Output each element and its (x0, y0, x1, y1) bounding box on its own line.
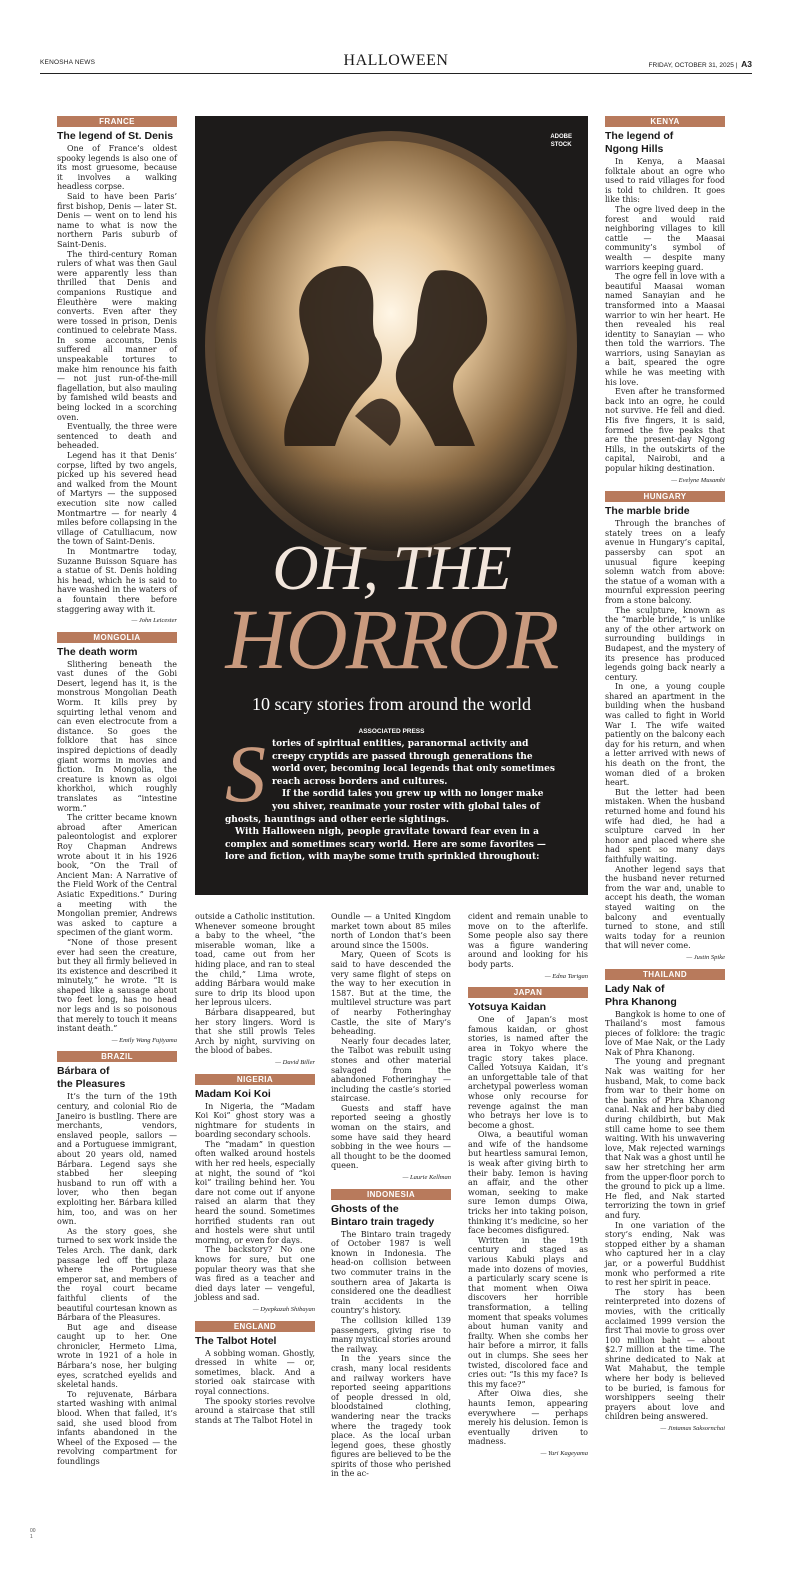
paragraph: The critter became known abroad after American paleontologist and explorer Roy Chapman Andrews wrote about it in his 1926 book, “On the Trail of Ancient Man: A Narrative of the Field Work of the Central Asiatic Expeditions.” During a meeting with the Mongolian premier, Andrews was asked to capture a specimen of the giant worm. (57, 813, 177, 938)
paragraph: The story has been reinterpreted into dozens of movies, with the critically acclaimed 1999 version the first Thai movie to gross over 100 million baht — about $2.7 million at the time. The shrine dedicated to Nak at Wat Mahabut, the temple where her body is believed to be buried, is famous for worshippers seeing their prayers about love and children being answered. (605, 1287, 725, 1422)
headline-hungary: The marble bride (605, 505, 690, 518)
story-body-brazil (57, 1092, 177, 1466)
intro-paragraph: With Halloween nigh, people gravitate toward fear even in a complex and sometimes scary world. Here are some favorites — lore and fiction, with maybe some truth sprinkled throughout: (225, 827, 546, 863)
headline-mongolia: The death worm (57, 645, 138, 658)
hero-byline: ASSOCIATED PRESS (358, 728, 425, 735)
paragraph: The third-century Roman rulers of what was then Gaul were apparently less than thrilled that Denis and companions Rustique and Éleuthère were making converts. Even after they were tossed in prison, Denis continued to celebrate Mass. In some accounts, Denis suffered all manner of unspeakable tortures to make him renounce his faith — not just run-of-the-mill flagellation, but also mauling by famished wild beasts and being locked in a scorching oven. (57, 249, 177, 422)
headline-japan: Yotsuya Kaidan (468, 1001, 546, 1014)
column-3 (331, 912, 451, 1479)
byline-france: — John Leicester (131, 617, 177, 625)
paragraph: Bangkok is home to one of Thailand’s most famous pieces of folklore: the tragic love of Mae Nak, or the Lady Nak of Phra Khanong. (605, 1009, 725, 1057)
byline-nigeria: — Dyepkazah Shibayan (252, 1305, 315, 1313)
paragraph: But age and disease caught up to her. One chronicler, Hermeto Lima, wrote in 1921 of a hole in Bárbara’s nose, her bulging eyes, scratched eyelids and skeletal hands. (57, 1322, 177, 1390)
kicker-indonesia: INDONESIA (331, 1189, 451, 1200)
column-5 (605, 116, 725, 1440)
paragraph: Even after he transformed back into an ogre, he could not survive. He fell and died. His five fingers, it is said, formed the five peaks that are the present-day Ngong Hills, in the outskirts of the capital, Nairobi, and a popular hiking destination. (605, 387, 725, 473)
paragraph: One of Japan’s most famous kaidan, or ghost stories, is named after the area in Tokyo where the tragic story takes place. Called Yotsuya Kaidan, it’s an unforgettable tale of that archetypal powerless woman whose only recourse for revenge against the man who betrays her love is to become a ghost. (468, 1015, 588, 1130)
story-body-thailand (605, 1010, 725, 1423)
kicker-kenya: KENYA (605, 116, 725, 127)
kicker-england: ENGLAND (195, 1321, 315, 1332)
paragraph: The “madam” in question often walked around hostels with her red heels, especially at night, the sound of “koi koi” trailing behind her. You dare not come out if anyone raised an alarm that they heard the sound. Sometimes horrified students ran out and hostels were shut until morning, or even for days. (195, 1139, 315, 1245)
paragraph: In Kenya, a Maasai folktale about an ogre who used to raid villages for food is told to children. It goes like this: (605, 157, 725, 205)
headline-brazil (57, 1065, 177, 1091)
paragraph: The ogre lived deep in the forest and would raid neighboring villages to kill cattle — the Maasai community’s symbol of wealth — despite many warriors keeping guard. (605, 204, 725, 272)
paragraph: The spooky stories revolve around a staircase that still stands at The Talbot Hotel in (195, 1396, 315, 1425)
headline-line: The legend of (605, 130, 674, 142)
story-body-hungary (605, 519, 725, 951)
paragraph: Guests and staff have reported seeing a ghostly woman on the stairs, and some have said they heard sobbing in the wee hours — all thought to be the doomed queen. (331, 1103, 451, 1171)
headline-nigeria: Madam Koi Koi (195, 1087, 271, 1100)
paragraph: “None of those present ever had seen the creature, but they all firmly believed in its existence and described it minutely,” he wrote. “It is shaped like a sausage about two feet long, has no head nor legs and is so poisonous that merely to touch it means instant death.” (57, 937, 177, 1034)
kicker-thailand: THAILAND (605, 969, 725, 980)
headline-france: The legend of St. Denis (57, 130, 174, 142)
story-body-indonesia-continued (468, 912, 588, 970)
credit-line: STOCK (550, 142, 572, 148)
paragraph: Another legend says that the husband never returned from the war and, unable to accept his death, the woman stayed waiting on the balcony and eventually turned to stone, and still waits today for a reunion that will never come. (605, 864, 725, 951)
paragraph: Through the branches of stately trees on a leafy avenue in Hungary’s capital, passersby can spot an unusual figure keeping solemn watch from above: the statue of a woman with a mournful expression peering from a stone balcony. (605, 519, 725, 605)
paragraph: The backstory? No one knows for sure, but one popular theory was that she was fired as a teacher and died days later — vengeful, jobless and sad. (195, 1245, 315, 1303)
headline-line: Phra Khanong (605, 995, 677, 1008)
story-body-england (195, 1349, 315, 1426)
paragraph: In one, a young couple shared an apartment in the building when the husband was called to fight in World War I. The wife waited patiently on the balcony each day for his return, and when a letter arrived with news of his death on the front, the woman died of a broken heart. (605, 682, 725, 788)
intro-paragraph: tories of spiritual entities, paranormal activity and creepy cryptids are passed through generations the world over, becoming local legends that only sometimes reach across borders and cultures. (272, 739, 555, 787)
paragraph: Nearly four decades later, the Talbot was rebuilt using stones and other material salvaged from the abandoned Fotheringhay — including the castle’s storied staircase. (331, 1036, 451, 1104)
kicker-hungary: HUNGARY (605, 491, 725, 502)
paragraph: Eventually, the three were sentenced to death and beheaded. (57, 422, 177, 451)
headline-line: Ghosts of the (331, 1202, 399, 1215)
paragraph: Bárbara disappeared, but her story lingers. Word is that she still prowls Teles Arch by night, surviving on the blood of babes. (195, 1007, 315, 1056)
marker-line: 00 (30, 1528, 36, 1534)
byline-mongolia: — Emily Wang Fujiyama (111, 1036, 177, 1044)
kicker-japan: JAPAN (468, 987, 588, 998)
paragraph: The young and pregnant Nak was waiting for her husband, Mak, to come back from war to their home on the banks of Phra Khanong canal. Nak and her baby died during childbirth, but Mak still came home to see them waiting. With his unwavering love, Mak rejected warnings that Nak was a ghost until he saw her stretching her arm from the upper-floor porch to the ground to pick up a lime. He fled, and Nak started terrorizing the town in grief and fury. (605, 1057, 725, 1220)
byline-kenya: — Evelyne Musambi (671, 476, 725, 484)
paragraph: After Oiwa dies, she haunts Iemon, appearing everywhere — perhaps merely his delusion. Iemon is eventually driven to madness. (468, 1389, 588, 1447)
story-body-indonesia (331, 1230, 451, 1479)
byline-brazil: — David Biller (275, 1058, 315, 1066)
paragraph: In Nigeria, the “Madam Koi Koi” ghost story was a nightmare for students in boarding secondary schools. (195, 1101, 315, 1140)
paragraph: In Montmartre today, Suzanne Buisson Square has a statue of St. Denis holding his head, which he is said to have washed in the waters of a fountain there before staggering away with it. (57, 546, 177, 614)
byline-japan: — Yuri Kageyama (540, 1449, 588, 1457)
paragraph: Written in the 19th century and staged as various Kabuki plays and made into dozens of movies, a particularly scary scene is that moment when Oiwa discovers her horrible transformation, a telling moment that speaks volumes about human vanity and frailty. When she combs her hair before a mirror, it falls out in clumps. She sees her twisted, discolored face and cries out: “Is this my face? Is this my face?” (468, 1235, 588, 1389)
paragraph: To rejuvenate, Bárbara started washing with animal blood. When that failed, it’s said, she used blood from infants abandoned in the Wheel of the Exposed — the revolving compartment for foundlings (57, 1389, 177, 1466)
marker-line: 1 (30, 1534, 33, 1540)
kicker-mongolia: MONGOLIA (57, 632, 177, 643)
hero-feature (195, 116, 588, 895)
page-number: A3 (741, 59, 752, 69)
headline-england: The Talbot Hotel (195, 1334, 277, 1347)
story-body-england-continued (331, 912, 451, 1171)
kicker-brazil: BRAZIL (57, 1051, 177, 1062)
page-marker (30, 1528, 36, 1540)
byline-indonesia: — Edna Tarigan (544, 972, 588, 980)
headline-line: Ngong Hills (605, 143, 664, 155)
paragraph: Mary, Queen of Scots is said to have descended the very same flight of steps on the way to her execution in 1587. But at the time, the multilevel structure was part of nearby Fotheringhay Castle, the site of Mary’s beheading. (331, 950, 451, 1037)
paragraph: One of France’s oldest spooky legends is also one of its most gruesome, because it involves a walking headless corpse. (57, 144, 177, 192)
newspaper-name: KENOSHA NEWS (40, 59, 96, 66)
folio-date-page: FRIDAY, OCTOBER 31, 2025 | A3 (648, 59, 752, 69)
story-body-kenya (605, 157, 725, 474)
paragraph: Slithering beneath the vast dunes of the Gobi Desert, legend has it, is the monstrous Mongolian Death Worm. It kills prey by squirting lethal venom and can even electrocute from a distance. So goes the folklore that has since inspired depictions of deadly giant worms in movies and fiction. In Mongolia, the creature is known as olgoi khorkhoi, which roughly translates as “intestine worm.” (57, 659, 177, 813)
headline-line: Bárbara of (57, 1065, 110, 1078)
headline-line: the Pleasures (57, 1078, 126, 1091)
column-4 (468, 912, 588, 1464)
paragraph: The ogre fell in love with a beautiful Maasai woman named Sanayian and he transformed into a Maasai warrior to win her heart. He then revealed his real identity to Sanayian — who then told the warriors. The warriors, using Sanayian as a bait, speared the ogre while he was meeting with his love. (605, 272, 725, 387)
paragraph: The collision killed 139 passengers, giving rise to many mystical stories around the railway. (331, 1315, 451, 1354)
page-folio (40, 50, 752, 74)
byline-hungary: — Justin Spike (686, 953, 725, 961)
column-2 (195, 912, 315, 1425)
section-title: HALLOWEEN (343, 52, 449, 69)
headline-line-1: OH, THE (272, 532, 511, 603)
credit-line: ADOBE (550, 134, 572, 140)
photo-credit (550, 133, 572, 149)
paragraph: cident and remain unable to move on to the afterlife. Some people also say there was a figure wandering around and looking for his body parts. (468, 912, 588, 969)
column-1 (57, 116, 177, 1467)
paragraph: But the letter had been mistaken. When the husband returned home and found his wife had died, he had a sculpture carved in her honor and placed where she had spent so many days faithfully waiting. (605, 787, 725, 864)
paragraph: Legend has it that Denis’ corpse, lifted by two angels, picked up his severed head and walked from the Mount of Martyrs — the supposed execution site now called Montmartre — for nearly 4 miles before collapsing in the village of Catulliacum, now the town of Saint-Denis. (57, 451, 177, 547)
story-body-nigeria (195, 1102, 315, 1303)
paragraph: Oundle — a United Kingdom market town about 85 miles north of London that’s been around since the 1500s. (331, 912, 451, 950)
paragraph: In the years since the crash, many local residents and railway workers have reported seeing apparitions of people dressed in old, bloodstained clothing, wandering near the tracks where the tragedy took place. As the local urban legend goes, these ghostly figures are believed to be the spirits of those who perished in the ac- (331, 1354, 451, 1479)
story-body-mongolia (57, 660, 177, 1034)
headline-indonesia (331, 1203, 451, 1229)
headline-line: Lady Nak of (605, 982, 665, 995)
paragraph: As the story goes, she turned to sex work inside the Teles Arch. The dank, dark passage led off the plaza where the Portuguese emperor sat, and members of the royal court became faithful clients of the beautiful courtesan known as Bárbara of the Pleasures. (57, 1226, 177, 1323)
paragraph: Oiwa, a beautiful woman and wife of the handsome but heartless samurai Iemon, is weak after giving birth to their baby. Iemon is having an affair, and the other woman, seeking to make sure Iemon dumps Oiwa, tricks her into taking poison, thinking it’s medicine, so her face becomes disfigured. (468, 1130, 588, 1236)
byline-thailand: — Jintamas Saksornchai (660, 1425, 725, 1433)
paragraph: The Bintaro train tragedy of October 1987 is well known in Indonesia. The head-on collision between two commuter trains in the southern area of Jakarta is considered one the deadliest train accidents in the country’s history. (331, 1229, 451, 1316)
intro-paragraph: If the sordid tales you grew up with no longer make you shiver, reanimate your roster with global tales of ghosts, hauntings and other eerie sightings. (225, 789, 544, 825)
paragraph: In one variation of the story’s ending, Nak was stopped either by a shaman who captured her in a clay jar, or a powerful Buddhist monk who performed a rite to rest her spirit in peace. (605, 1220, 725, 1288)
drop-cap: S (225, 728, 266, 819)
story-body-brazil-continued (195, 912, 315, 1056)
paragraph: It’s the turn of the 19th century, and colonial Rio de Janeiro is bustling. There are merchants, vendors, enslaved people, sailors — and a Portuguese immigrant, about 20 years old, named Bárbara. Legend says she stabbed her sleeping husband to run off with a lover, who then began exploiting her. Bárbara killed him, too, and was on her own. (57, 1092, 177, 1227)
story-body-japan (468, 1015, 588, 1447)
issue-date: FRIDAY, OCTOBER 31, 2025 (648, 62, 734, 69)
story-body-france (57, 144, 177, 614)
headline-thailand (605, 983, 725, 1009)
kicker-nigeria: NIGERIA (195, 1074, 315, 1085)
kicker-france: FRANCE (57, 116, 177, 127)
paragraph: Said to have been Paris’ first bishop, Denis — later St. Denis — went on to lend his name to what is now the northern Paris suburb of Saint-Denis. (57, 191, 177, 249)
paragraph: A sobbing woman. Ghostly, dressed in white — or, sometimes, black. And a storied oak staircase with royal connections. (195, 1348, 315, 1396)
headline-line: Bintaro train tragedy (331, 1215, 435, 1228)
paragraph: outside a Catholic institution. Whenever someone brought a baby to the wheel, “the miserable woman, like a toad, came out from her hiding place, and ran to steal the child,” Lima wrote, adding Bárbara would make sure to drip its blood upon her leprous ulcers. (195, 912, 316, 1008)
headline-line-2: HORROR (225, 591, 558, 687)
paragraph: The sculpture, known as the “marble bride,” is unlike any of the other artwork on surrounding buildings in Budapest, and the mystery of its presence has produced legends going back nearly a century. (605, 605, 725, 682)
byline-england: — Laurie Kellman (402, 1174, 451, 1182)
headline-kenya (605, 130, 725, 156)
subheadline: 10 scary stories from around the world (252, 694, 531, 714)
